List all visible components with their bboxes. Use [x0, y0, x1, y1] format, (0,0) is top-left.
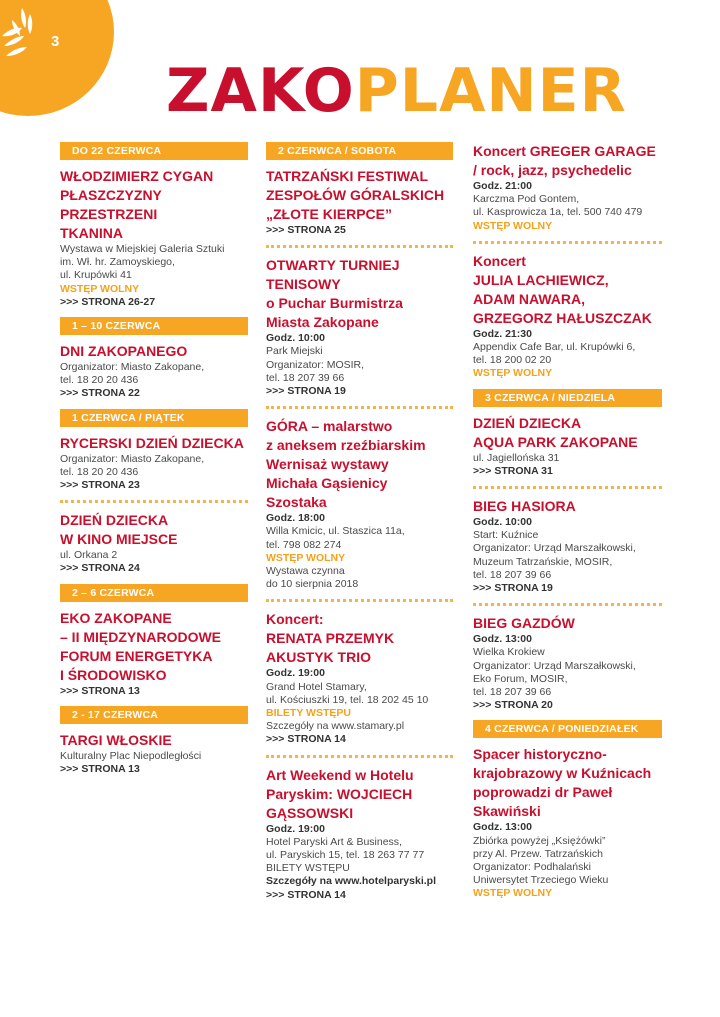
event-title: DZIEŃ DZIECKA [60, 512, 169, 529]
event-title: BIEG HASIORA [473, 498, 576, 515]
event-detail: Karczma Pod Gontem, [473, 193, 580, 206]
column-3 [473, 142, 662, 901]
dotted-divider [60, 500, 248, 503]
dotted-divider [473, 241, 662, 244]
dotted-divider [266, 599, 453, 602]
event-title: EKO ZAKOPANE [60, 609, 172, 626]
event-title: Szostaka [266, 494, 327, 511]
wheat-icon [0, 0, 60, 60]
event-detail: BILETY WSTĘPU [266, 862, 350, 875]
date-bar: 1 CZERWCA / PIĄTEK [60, 409, 248, 427]
event-detail: ul. Orkana 2 [60, 549, 118, 562]
dotted-divider [473, 486, 662, 489]
event-detail: ul. Kasprowicza 1a, tel. 500 740 479 [473, 206, 643, 219]
event-title: Spacer historyczno- [473, 746, 607, 763]
page-reference: >>> STRONA 22 [60, 387, 140, 400]
event-title: poprowadzi dr Paweł [473, 784, 613, 801]
event-item [473, 142, 662, 233]
event-title: ZESPOŁÓW GÓRALSKICH [266, 187, 445, 203]
event-title: GÓRA – malarstwo [266, 418, 393, 435]
event-detail: ul. Paryskich 15, tel. 18 263 77 77 [266, 849, 425, 862]
event-detail: tel. 798 082 274 [266, 538, 342, 551]
event-detail: ul. Kościuszki 19, tel. 18 202 45 10 [266, 693, 429, 706]
date-bar: 4 CZERWCA / PONIEDZIAŁEK [473, 720, 662, 738]
event-detail: Uniwersytet Trzeciego Wieku [473, 874, 609, 887]
event-item [473, 414, 662, 478]
dotted-divider [266, 406, 453, 409]
event-item [60, 434, 248, 493]
event-time: Godz. 21:30 [473, 327, 532, 340]
event-detail: Grand Hotel Stamary, [266, 680, 367, 693]
page-reference: >>> STRONA 20 [473, 699, 553, 712]
page-number: 3 [51, 33, 60, 50]
event-detail: Willa Kmicic, ul. Staszica 11a, [266, 525, 405, 538]
event-title: W KINO MIEJSCE [60, 531, 178, 548]
event-item [473, 745, 662, 900]
event-detail: Hotel Paryski Art & Business, [266, 835, 402, 848]
event-title: GRZEGORZ HAŁUSZCZAK [473, 309, 652, 326]
event-detail: tel. 18 200 02 20 [473, 354, 552, 367]
event-item [60, 609, 248, 698]
event-time: Godz. 21:00 [473, 180, 532, 192]
event-detail: Szczegóły na www.hotelparyski.pl [266, 875, 436, 888]
event-detail: im. Wł. hr. Zamoyskiego, [60, 256, 175, 269]
event-detail: Organizator: Miasto Zakopane, [60, 361, 205, 374]
event-detail: ul. Krupówki 41 [60, 269, 132, 282]
event-title: Paryskim: WOJCIECH [266, 785, 413, 802]
page-reference: >>> STRONA 14 [266, 733, 346, 746]
event-title: krajobrazowy w Kuźnicach [473, 765, 652, 782]
date-bar: 1 – 10 CZERWCA [60, 317, 248, 335]
event-time: Godz. 19:00 [266, 822, 325, 835]
event-title: Skawiński [473, 803, 541, 820]
entry-info: BILETY WSTĘPU [266, 707, 351, 720]
event-item [60, 511, 248, 575]
event-title: Koncert: [266, 611, 324, 628]
event-title: TENISOWY [266, 276, 341, 293]
event-detail: Park Miejski [266, 345, 323, 358]
event-detail: Eko Forum, MOSIR, [473, 672, 568, 685]
entry-info: WSTĘP WOLNY [60, 282, 140, 295]
event-item [266, 766, 453, 902]
event-time: Godz. 18:00 [266, 512, 325, 525]
event-title: GĄSSOWSKI [266, 804, 354, 821]
event-title: z aneksem rzeźbiarskim [266, 437, 426, 454]
event-detail: tel. 18 20 20 436 [60, 374, 139, 387]
date-bar: 3 CZERWCA / NIEDZIELA [473, 389, 662, 407]
event-detail: Kulturalny Plac Niepodległości [60, 749, 202, 762]
event-item [266, 610, 453, 746]
event-title: „ZŁOTE KIERPCE” [266, 206, 393, 222]
event-detail: Organizator: Podhalański [473, 861, 591, 874]
event-item [473, 614, 662, 712]
page-reference: >>> STRONA 19 [473, 582, 553, 595]
entry-info: WSTĘP WOLNY [266, 551, 346, 564]
date-bar: 2 CZERWCA / SOBOTA [266, 142, 453, 160]
event-detail: tel. 18 207 39 66 [473, 568, 552, 581]
event-title: DNI ZAKOPANEGO [60, 343, 188, 360]
page-reference: >>> STRONA 13 [60, 684, 140, 697]
event-title: RYCERSKI DZIEŃ DZIECKA [60, 434, 244, 451]
event-title: Koncert [473, 252, 526, 269]
event-title: AQUA PARK ZAKOPANE [473, 433, 638, 450]
page-reference: >>> STRONA 14 [266, 888, 346, 901]
page-reference: >>> STRONA 26-27 [60, 295, 156, 308]
dotted-divider [266, 755, 453, 758]
event-item [473, 252, 662, 381]
event-title: / rock, jazz, psychedelic [473, 162, 632, 178]
event-title: Wernisaż wystawy [266, 456, 389, 473]
date-bar: DO 22 CZERWCA [60, 142, 248, 160]
event-title: TKANINA [60, 225, 123, 241]
event-detail: Organizator: Miasto Zakopane, [60, 452, 205, 465]
event-title: JULIA LACHIEWICZ, [473, 271, 609, 288]
page-reference: >>> STRONA 19 [266, 385, 346, 398]
entry-info: WSTĘP WOLNY [473, 367, 553, 380]
event-item [266, 167, 453, 237]
event-title: PŁASZCZYZNY [60, 187, 162, 203]
event-detail: Wystawa w Miejskiej Galeria Sztuki [60, 243, 225, 255]
event-title: BIEG GAZDÓW [473, 615, 575, 632]
page-corner-badge [0, 0, 114, 116]
event-time: Godz. 10:00 [266, 332, 325, 345]
event-detail: Organizator: MOSIR, [266, 358, 365, 371]
event-detail: przy Al. Przew. Tatrzańskich [473, 847, 603, 860]
event-title: Art Weekend w Hotelu [266, 766, 414, 783]
dotted-divider [473, 603, 662, 606]
event-title: AKUSTYK TRIO [266, 649, 371, 666]
event-title: PRZESTRZENI [60, 206, 158, 222]
event-time: Godz. 13:00 [473, 633, 532, 646]
event-time: Godz. 10:00 [473, 516, 532, 529]
event-detail: Zbiórka powyżej „Księżówki” [473, 834, 606, 847]
event-title: FORUM ENERGETYKA [60, 647, 213, 664]
dotted-divider [266, 245, 453, 248]
event-title: I ŚRODOWISKO [60, 666, 167, 683]
event-detail: Wielka Krokiew [473, 646, 545, 659]
column-2 [266, 142, 453, 902]
event-detail: Organizator: Urząd Marszałkowski, [473, 659, 636, 672]
event-item [473, 497, 662, 595]
date-bar: 2 – 6 CZERWCA [60, 584, 248, 602]
event-time: Godz. 19:00 [266, 667, 325, 680]
zakoplaner-logo: ZAKOPLANER [166, 56, 627, 126]
page-reference: >>> STRONA 23 [60, 479, 140, 492]
event-title: Koncert GREGER GARAGE [473, 143, 656, 159]
event-detail: Appendix Cafe Bar, ul. Krupówki 6, [473, 341, 636, 354]
event-item [60, 731, 248, 776]
event-title: ADAM NAWARA, [473, 290, 585, 307]
event-title: OTWARTY TURNIEJ [266, 257, 400, 274]
page-reference: >>> STRONA 24 [60, 562, 140, 575]
event-detail: Start: Kuźnice [473, 529, 539, 542]
event-title: Michała Gąsienicy [266, 475, 388, 492]
event-item [60, 167, 248, 309]
event-detail: Muzeum Tatrzańskie, MOSIR, [473, 555, 613, 568]
event-item [266, 256, 453, 398]
event-detail: Organizator: Urząd Marszałkowski, [473, 542, 636, 555]
event-title: WŁODZIMIERZ CYGAN [60, 168, 214, 184]
page-reference: >>> STRONA 31 [473, 464, 553, 477]
event-detail: tel. 18 207 39 66 [473, 686, 552, 699]
event-detail: tel. 18 207 39 66 [266, 371, 345, 384]
column-1 [60, 142, 248, 776]
event-title: Miasta Zakopane [266, 314, 379, 331]
entry-info: WSTĘP WOLNY [473, 219, 553, 232]
event-detail: tel. 18 20 20 436 [60, 465, 139, 478]
event-title: TARGI WŁOSKIE [60, 731, 172, 748]
event-title: o Puchar Burmistrza [266, 295, 403, 312]
entry-info: WSTĘP WOLNY [473, 887, 553, 900]
page-reference: >>> STRONA 13 [60, 763, 140, 776]
event-time: Godz. 13:00 [473, 821, 532, 834]
event-detail: Szczegóły na www.stamary.pl [266, 720, 405, 733]
event-title: – II MIĘDZYNARODOWE [60, 628, 222, 645]
page-reference: >>> STRONA 25 [266, 224, 346, 236]
event-item [266, 417, 453, 591]
event-title: RENATA PRZEMYK [266, 630, 395, 647]
event-detail: do 10 sierpnia 2018 [266, 578, 359, 591]
event-detail: Wystawa czynna [266, 565, 345, 578]
date-bar: 2 - 17 CZERWCA [60, 706, 248, 724]
event-title: DZIEŃ DZIECKA [473, 414, 582, 431]
event-item [60, 342, 248, 401]
event-title: TATRZAŃSKI FESTIWAL [266, 168, 429, 184]
event-detail: ul. Jagiellońska 31 [473, 451, 560, 464]
